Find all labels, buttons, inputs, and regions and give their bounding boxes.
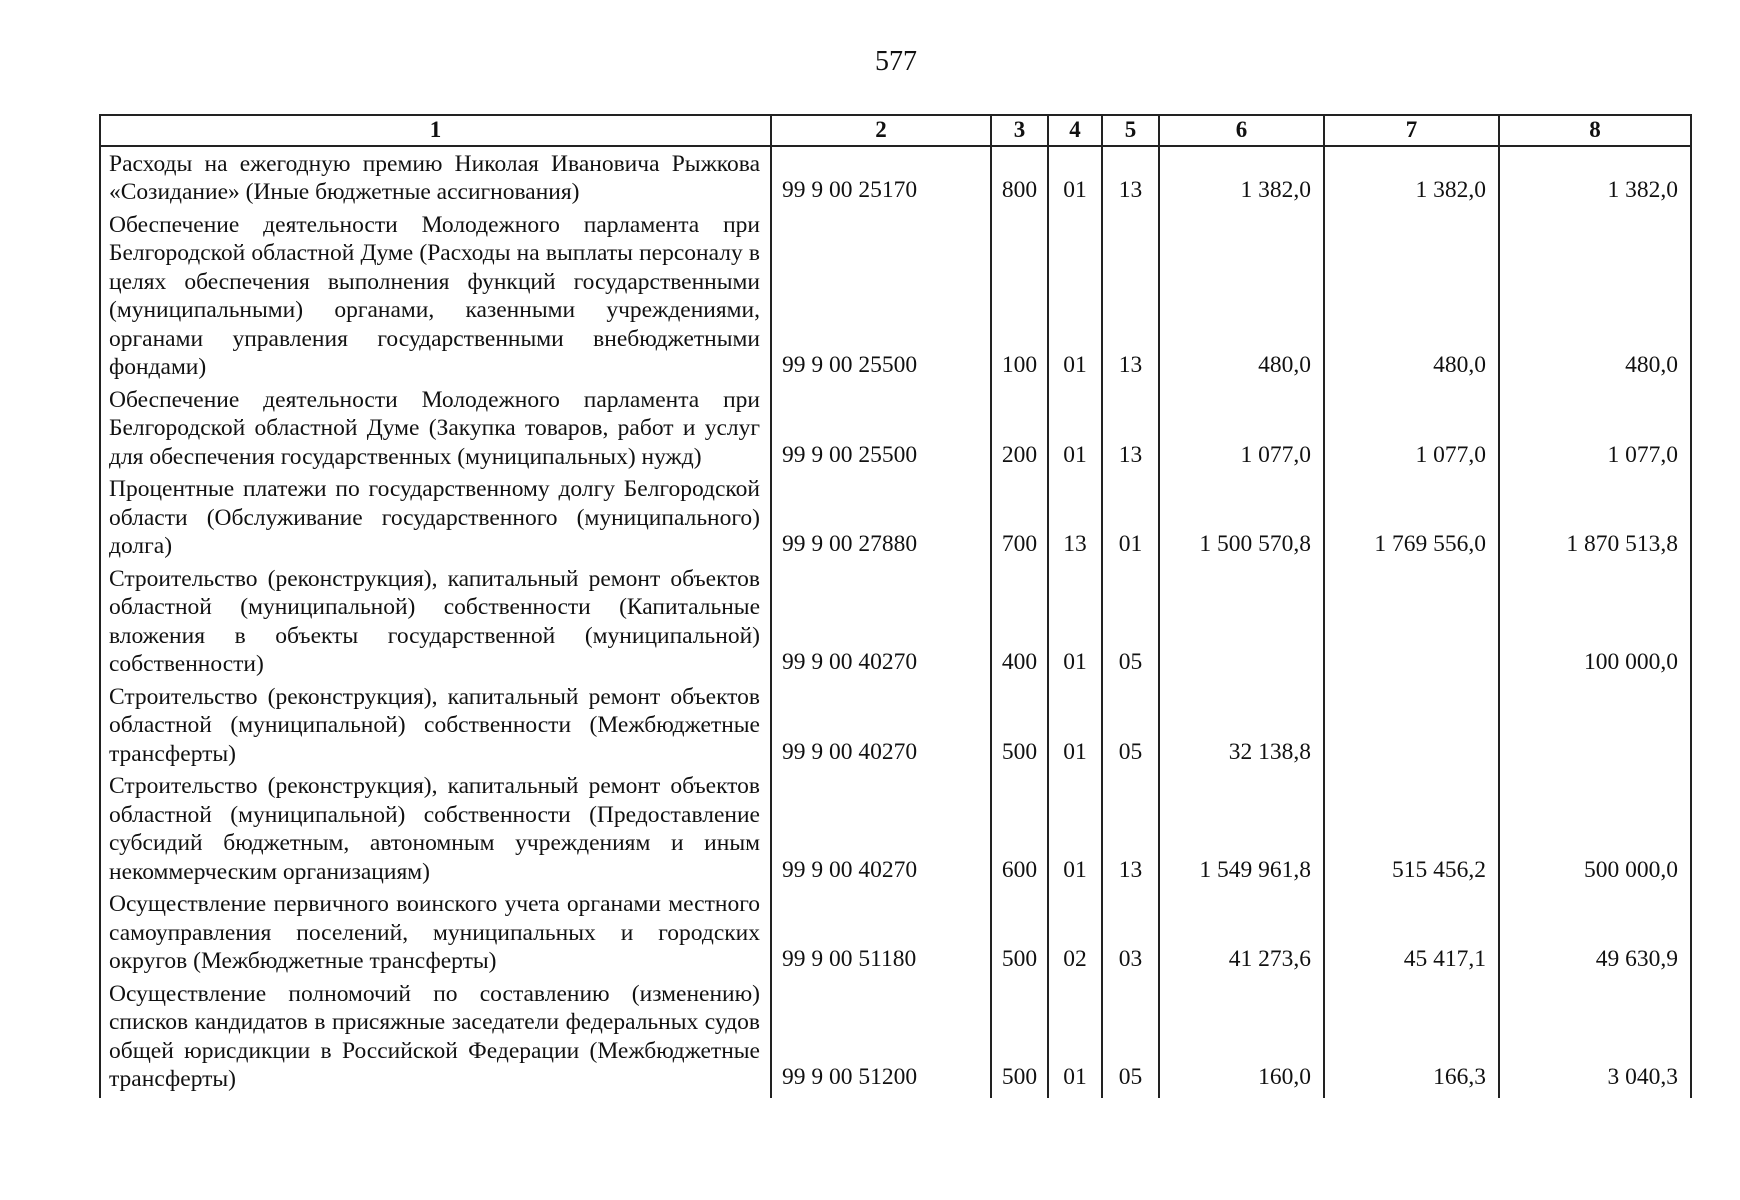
row-target-code: 99 9 00 25170 — [771, 146, 991, 211]
row-expense-type: 600 — [991, 772, 1048, 890]
table-header-row — [100, 115, 1691, 146]
header-col-2: 2 — [771, 115, 991, 146]
row-amount-col6: 32 138,8 — [1159, 683, 1324, 773]
row-section: 02 — [1048, 890, 1102, 980]
row-description: Строительство (реконструкция), капитальный ремонт объектов областной (муниципальной) собственности (Межбюджетные трансферты) — [100, 683, 771, 773]
table-row — [100, 683, 1691, 773]
row-expense-type: 400 — [991, 565, 1048, 683]
row-amount-col6: 1 500 570,8 — [1159, 475, 1324, 565]
table-row — [100, 890, 1691, 980]
row-subsection: 01 — [1102, 475, 1159, 565]
row-amount-col8: 480,0 — [1499, 211, 1691, 386]
row-subsection: 05 — [1102, 683, 1159, 773]
row-amount-col8: 100 000,0 — [1499, 565, 1691, 683]
row-target-code: 99 9 00 25500 — [771, 211, 991, 386]
row-amount-col7 — [1324, 683, 1499, 773]
row-amount-col8: 1 870 513,8 — [1499, 475, 1691, 565]
row-amount-col7: 1 077,0 — [1324, 386, 1499, 476]
row-amount-col6: 1 077,0 — [1159, 386, 1324, 476]
row-amount-col6: 1 382,0 — [1159, 146, 1324, 211]
row-amount-col8: 1 077,0 — [1499, 386, 1691, 476]
row-amount-col7 — [1324, 565, 1499, 683]
row-section: 01 — [1048, 386, 1102, 476]
header-col-1: 1 — [100, 115, 771, 146]
row-expense-type: 200 — [991, 386, 1048, 476]
row-target-code: 99 9 00 51180 — [771, 890, 991, 980]
row-description: Обеспечение деятельности Молодежного парламента при Белгородской областной Думе (Закупка товаров, работ и услуг для обеспечения государственных (муниципальных) нужд) — [100, 386, 771, 476]
row-description: Расходы на ежегодную премию Николая Ивановича Рыжкова «Созидание» (Иные бюджетные ассигнования) — [100, 146, 771, 211]
row-target-code: 99 9 00 40270 — [771, 683, 991, 773]
row-amount-col6: 160,0 — [1159, 980, 1324, 1098]
row-subsection: 13 — [1102, 772, 1159, 890]
row-amount-col8 — [1499, 683, 1691, 773]
row-target-code: 99 9 00 27880 — [771, 475, 991, 565]
header-col-3: 3 — [991, 115, 1048, 146]
row-description: Обеспечение деятельности Молодежного парламента при Белгородской областной Думе (Расходы на выплаты персоналу в целях обеспечения выполнения функций государственными (муниципальными) органами, казенными учреждениями, органами управления государственными внебюджетными фондами) — [100, 211, 771, 386]
row-amount-col8: 49 630,9 — [1499, 890, 1691, 980]
header-col-5: 5 — [1102, 115, 1159, 146]
row-section: 01 — [1048, 683, 1102, 773]
row-amount-col7: 45 417,1 — [1324, 890, 1499, 980]
row-section: 01 — [1048, 772, 1102, 890]
row-target-code: 99 9 00 51200 — [771, 980, 991, 1098]
row-amount-col8: 3 040,3 — [1499, 980, 1691, 1098]
row-expense-type: 500 — [991, 683, 1048, 773]
row-subsection: 03 — [1102, 890, 1159, 980]
row-expense-type: 100 — [991, 211, 1048, 386]
row-amount-col7: 515 456,2 — [1324, 772, 1499, 890]
row-amount-col8: 1 382,0 — [1499, 146, 1691, 211]
row-subsection: 05 — [1102, 980, 1159, 1098]
row-subsection: 13 — [1102, 211, 1159, 386]
row-amount-col6: 41 273,6 — [1159, 890, 1324, 980]
row-subsection: 13 — [1102, 146, 1159, 211]
row-subsection: 05 — [1102, 565, 1159, 683]
row-section: 01 — [1048, 980, 1102, 1098]
row-target-code: 99 9 00 40270 — [771, 772, 991, 890]
row-amount-col7: 1 382,0 — [1324, 146, 1499, 211]
row-subsection: 13 — [1102, 386, 1159, 476]
table-row — [100, 475, 1691, 565]
header-col-8: 8 — [1499, 115, 1691, 146]
table-row — [100, 146, 1691, 211]
row-section: 01 — [1048, 565, 1102, 683]
row-expense-type: 700 — [991, 475, 1048, 565]
row-description: Строительство (реконструкция), капитальный ремонт объектов областной (муниципальной) собственности (Предоставление субсидий бюджетным, автономным учреждениям и иным некоммерческим организациям) — [100, 772, 771, 890]
row-amount-col7: 166,3 — [1324, 980, 1499, 1098]
row-amount-col7: 480,0 — [1324, 211, 1499, 386]
row-amount-col6: 480,0 — [1159, 211, 1324, 386]
row-expense-type: 800 — [991, 146, 1048, 211]
table-row — [100, 386, 1691, 476]
row-target-code: 99 9 00 40270 — [771, 565, 991, 683]
header-col-4: 4 — [1048, 115, 1102, 146]
row-amount-col6: 1 549 961,8 — [1159, 772, 1324, 890]
row-expense-type: 500 — [991, 980, 1048, 1098]
table-row — [100, 565, 1691, 683]
header-col-7: 7 — [1324, 115, 1499, 146]
row-description: Осуществление первичного воинского учета органами местного самоуправления поселений, муниципальных и городских округов (Межбюджетные трансферты) — [100, 890, 771, 980]
row-amount-col7: 1 769 556,0 — [1324, 475, 1499, 565]
table-row — [100, 772, 1691, 890]
row-description: Строительство (реконструкция), капитальный ремонт объектов областной (муниципальной) собственности (Капитальные вложения в объекты государственной (муниципальной) собственности) — [100, 565, 771, 683]
header-col-6: 6 — [1159, 115, 1324, 146]
budget-table — [99, 114, 1692, 1098]
row-target-code: 99 9 00 25500 — [771, 386, 991, 476]
row-section: 01 — [1048, 211, 1102, 386]
row-amount-col6 — [1159, 565, 1324, 683]
row-description: Процентные платежи по государственному долгу Белгородской области (Обслуживание государственного (муниципального) долга) — [100, 475, 771, 565]
row-expense-type: 500 — [991, 890, 1048, 980]
table-row — [100, 980, 1691, 1098]
row-description: Осуществление полномочий по составлению (изменению) списков кандидатов в присяжные заседатели федеральных судов общей юрисдикции в Российской Федерации (Межбюджетные трансферты) — [100, 980, 771, 1098]
page-number: 577 — [875, 46, 917, 77]
row-section: 01 — [1048, 146, 1102, 211]
row-amount-col8: 500 000,0 — [1499, 772, 1691, 890]
table-row — [100, 211, 1691, 386]
row-section: 13 — [1048, 475, 1102, 565]
